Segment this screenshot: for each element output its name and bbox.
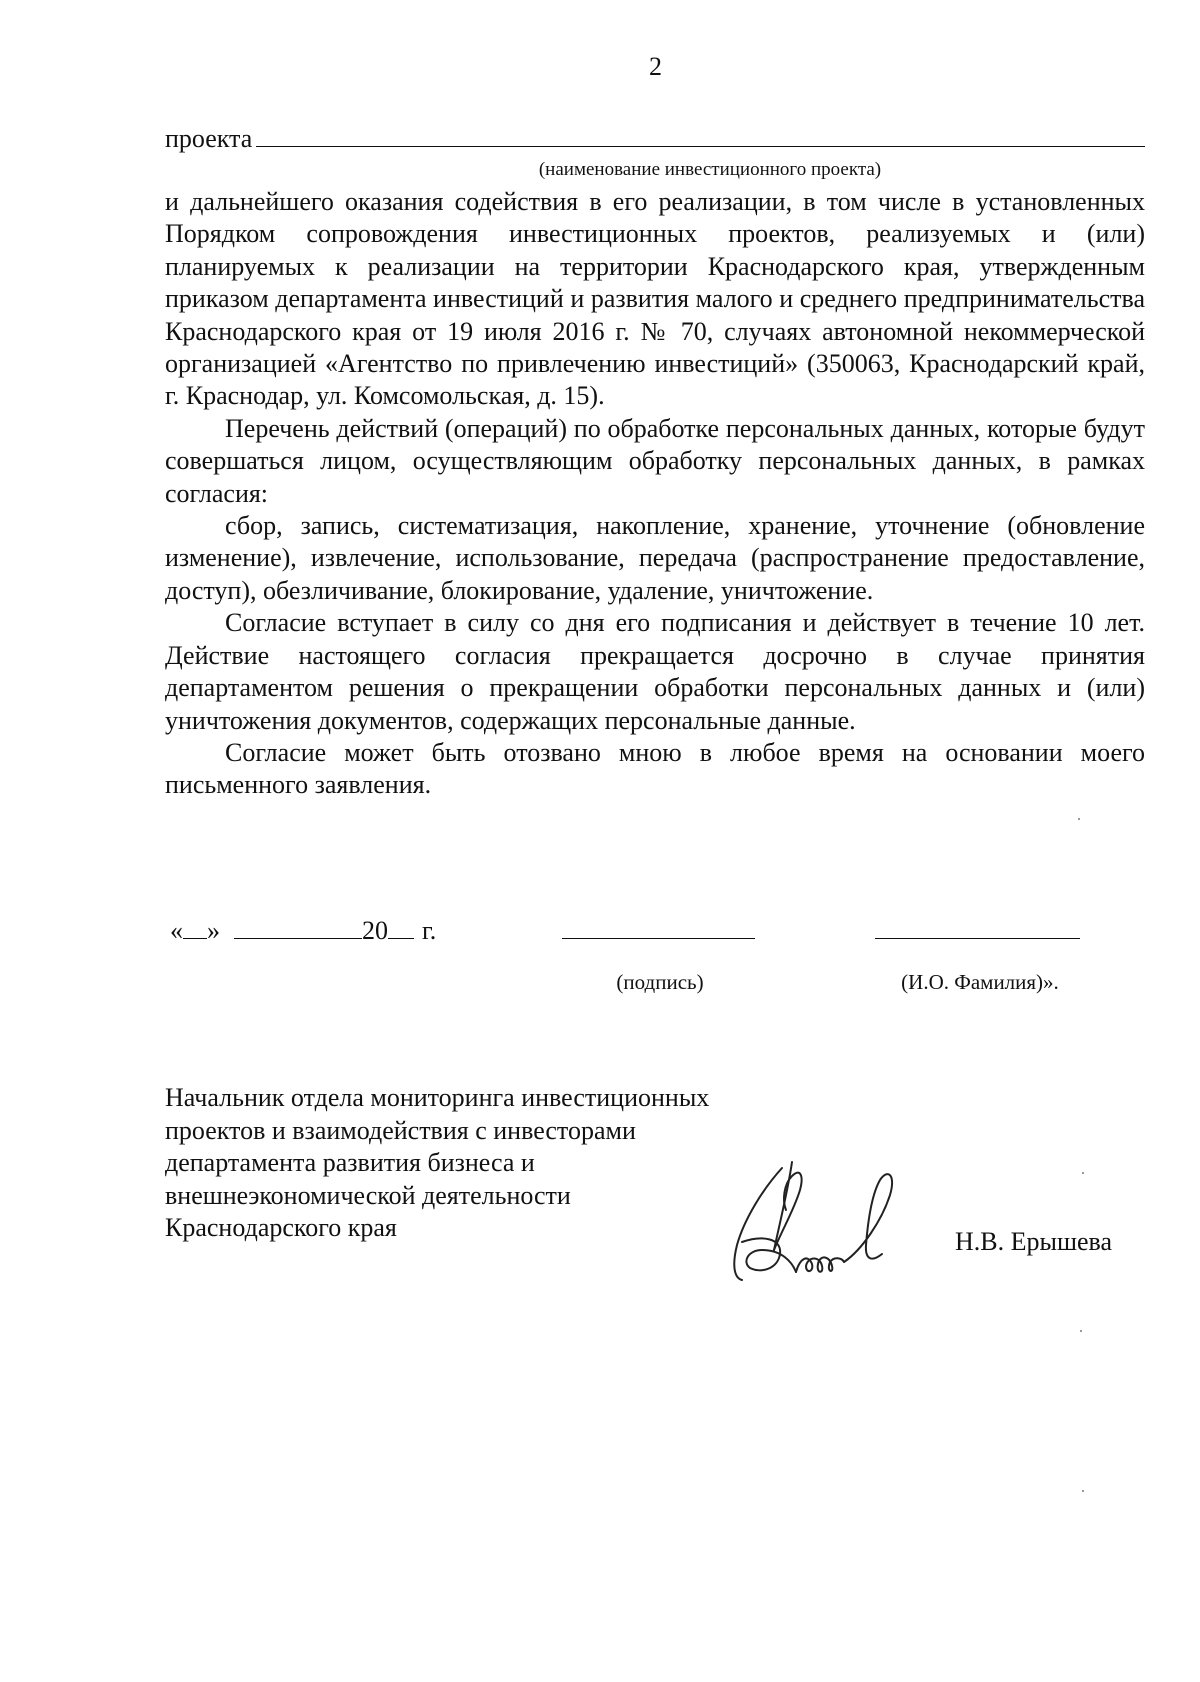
day-blank <box>183 918 207 939</box>
project-name-blank <box>256 124 1145 147</box>
project-name-caption: (наименование инвестиционного проекта) <box>538 159 882 180</box>
signature-caption: (подпись) <box>616 970 704 994</box>
scan-speck <box>1082 1490 1084 1492</box>
date-field <box>170 916 436 946</box>
paragraph-revocation: Согласие может быть отозвано мною в любое время на основании моего письменного заявления. <box>165 737 1145 800</box>
official-position-line: департамента развития бизнеса и <box>165 1148 535 1178</box>
scan-speck <box>1080 1330 1082 1332</box>
year-suffix: г. <box>422 916 437 945</box>
full-name-caption: (И.О. Фамилия)». <box>901 970 1059 994</box>
date-close-quote: » <box>207 916 220 945</box>
project-name-line <box>165 124 1145 154</box>
paragraph-operations-intro: Перечень действий (операций) по обработке персональных данных, которые будут совершаться лицом, осуществляющим обработку персональных данных, в рамках согласия: <box>165 413 1145 508</box>
scan-speck <box>1078 818 1080 820</box>
scan-speck <box>1082 1172 1084 1174</box>
month-blank <box>234 918 362 939</box>
date-open-quote: « <box>170 916 183 945</box>
official-position-line: проектов и взаимодействия с инвесторами <box>165 1115 636 1145</box>
official-position-line: Краснодарского края <box>165 1213 397 1243</box>
official-position <box>165 1082 709 1245</box>
official-position-line: внешнеэкономической деятельности <box>165 1180 571 1210</box>
page-number: 2 <box>649 52 662 81</box>
project-label: проекта <box>165 124 253 153</box>
consent-body <box>165 186 1145 802</box>
year-blank <box>388 918 414 939</box>
paragraph-validity: Согласие вступает в силу со дня его подписания и действует в течение 10 лет. Действие настоящего согласия прекращается досрочно в случае принятия департаментом решения о прекращении обработки персональных данных и (или) уничтожения документов, содержащих персональные данные. <box>165 608 1145 735</box>
official-position-line: Начальник отдела мониторинга инвестиционных <box>165 1083 710 1112</box>
signature-blank <box>562 938 755 939</box>
official-name: Н.В. Ерышева <box>955 1227 1113 1256</box>
full-name-blank <box>875 938 1080 939</box>
paragraph-purpose: и дальнейшего оказания содействия в его реализации, в том числе в установленных Порядком сопровождения инвестиционных проектов, реализуемых и (или) планируемых к реализации на территории Краснодарского края, утвержденным приказом департамента инвестиций и развития малого и среднего предпринимательства Краснодарского края от 19 июля 2016 г. № 70, случаях автономной некоммерческой организацией «Агентство по привлечению инвестиций» (350063, Краснодарский край, г. Краснодар, ул. Комсомольская, д. 15). <box>165 187 1145 411</box>
year-prefix: 20 <box>362 916 388 945</box>
paragraph-operations-list: сбор, запись, систематизация, накопление, хранение, уточнение (обновление изменение), извлечение, использование, передача (распространение предоставление, доступ), обезличивание, блокирование, удаление, уничтожение. <box>165 511 1145 605</box>
handwritten-signature <box>722 1150 912 1290</box>
